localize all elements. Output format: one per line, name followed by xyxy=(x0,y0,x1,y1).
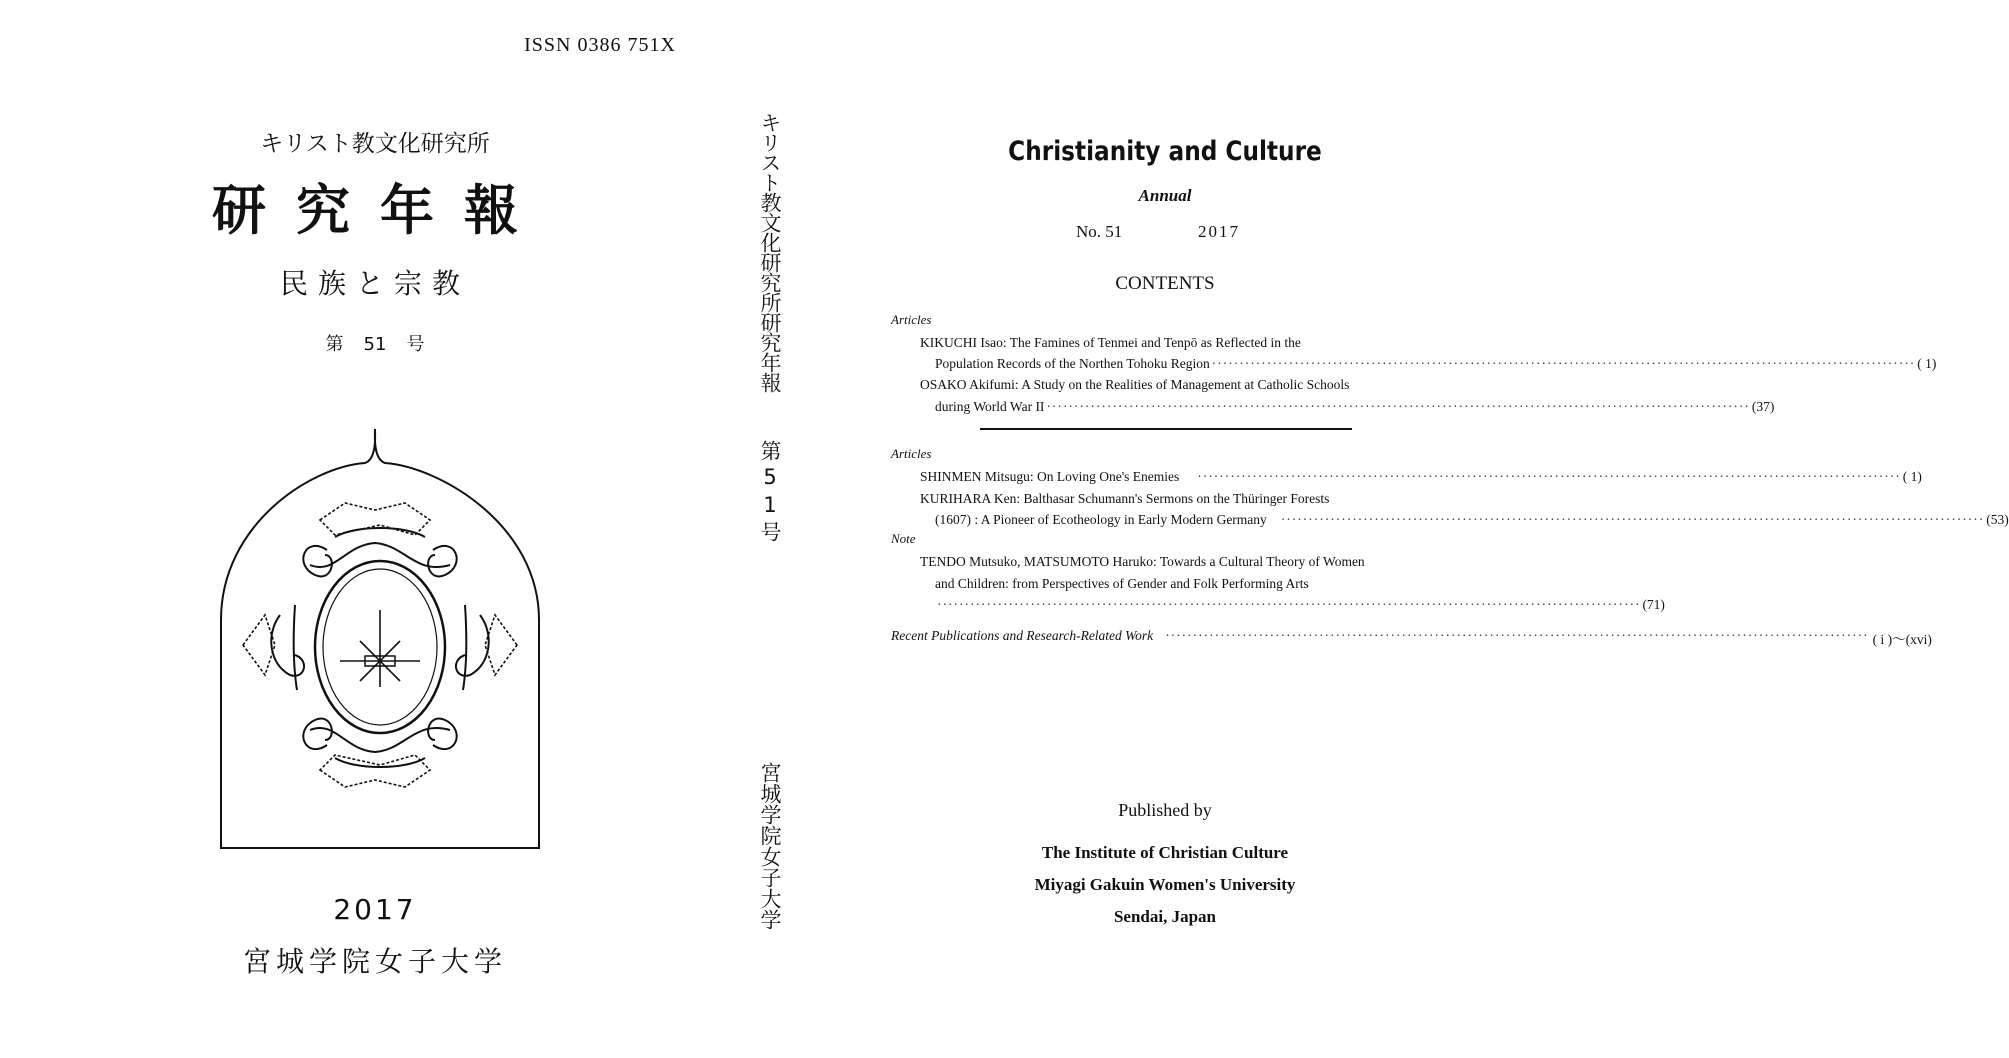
issue-prefix: 第 xyxy=(325,334,344,355)
section-label: Articles xyxy=(891,446,932,461)
publisher-line-institute: The Institute of Christian Culture xyxy=(1041,843,1289,862)
page-range: ( i )～(xvi) xyxy=(1872,632,1932,647)
toc-entry-line xyxy=(920,466,1922,487)
toc-entry-line xyxy=(935,509,2009,530)
toc-entry-title-cont: and Children: from Perspectives of Gender and Folk Performing Arts xyxy=(935,576,1309,591)
publisher-line-university: Miyagi Gakuin Women's University xyxy=(1034,875,1296,894)
ornamental-frame-emblem xyxy=(215,425,545,850)
toc-entry-line xyxy=(935,353,1937,374)
contents-heading: CONTENTS xyxy=(1115,273,1215,294)
leader-dots: ································································································································ xyxy=(1046,399,1750,414)
toc-entry-title-cont: Population Records of the Northen Tohoku Region xyxy=(935,356,1210,371)
spine-issue: 第51号 xyxy=(758,440,782,546)
year: 2017 xyxy=(333,893,417,926)
toc-entry-title: TENDO Mutsuko, MATSUMOTO Haruko: Towards a Cultural Theory of Women xyxy=(920,554,1365,569)
section-label: Articles xyxy=(891,312,932,327)
page-number: (37) xyxy=(1751,399,1775,414)
spine-publisher: 宮城学院女子大学 xyxy=(758,762,782,930)
issue-suffix: 号 xyxy=(406,334,425,355)
english-title: Christianity and Culture xyxy=(1008,136,1322,167)
toc-entry-title: SHINMEN Mitsugu: On Loving One's Enemies xyxy=(920,469,1180,484)
leader-dots: ································································································································ xyxy=(937,597,1641,612)
institute-name: キリスト教文化研究所 xyxy=(260,131,490,157)
publisher-name-jp: 宮城学院女子大学 xyxy=(242,945,507,978)
leader-dots: ································································································································ xyxy=(1280,512,1985,527)
toc-entry-title: OSAKO Akifumi: A Study on the Realities of Management at Catholic Schools xyxy=(920,377,1350,392)
section-label: Note xyxy=(891,531,916,546)
issue-number-en: No. 51 xyxy=(1076,222,1123,241)
toc-entry-line xyxy=(935,594,1665,615)
toc-entry-title-cont: (1607) : A Pioneer of Ecotheology in Early Modern Germany xyxy=(935,512,1267,527)
leader-dots: ································································································································ xyxy=(1197,469,1901,484)
page-number: ( 1) xyxy=(1917,356,1937,371)
issue-number-jp xyxy=(230,330,520,356)
issue-number: 51 xyxy=(363,334,387,355)
spine-title: キリスト教文化研究所研究年報 xyxy=(758,112,782,392)
recent-publications-label: Recent Publications and Research-Related Work xyxy=(891,628,1154,643)
page-number: (53) xyxy=(1986,512,2009,527)
page-number: ( 1) xyxy=(1902,469,1922,484)
recent-publications-entry xyxy=(891,628,1932,648)
year-en: 2017 xyxy=(1198,222,1240,241)
english-subtitle: Annual xyxy=(1138,186,1192,205)
toc-entry-title: KURIHARA Ken: Balthasar Schumann's Sermons on the Thüringer Forests xyxy=(920,491,1330,506)
page-number: (71) xyxy=(1642,597,1665,612)
section-divider xyxy=(980,428,1352,430)
publisher-line-location: Sendai, Japan xyxy=(1113,907,1217,926)
published-by: Published by xyxy=(1118,800,1212,820)
toc-entry-title: KIKUCHI Isao: The Famines of Tenmei and Tenpō as Reflected in the xyxy=(920,335,1301,350)
annual-title: 研究年報 xyxy=(212,179,548,242)
toc-entry-title-cont: during World War II xyxy=(935,399,1045,414)
toc-entry-line xyxy=(935,396,1775,417)
issn: ISSN 0386 751X xyxy=(524,34,676,56)
leader-dots: ································································································································ xyxy=(1211,356,1916,371)
subtitle: 民族と宗教 xyxy=(279,267,470,300)
leader-dots: ································································································································ xyxy=(1165,628,1869,643)
